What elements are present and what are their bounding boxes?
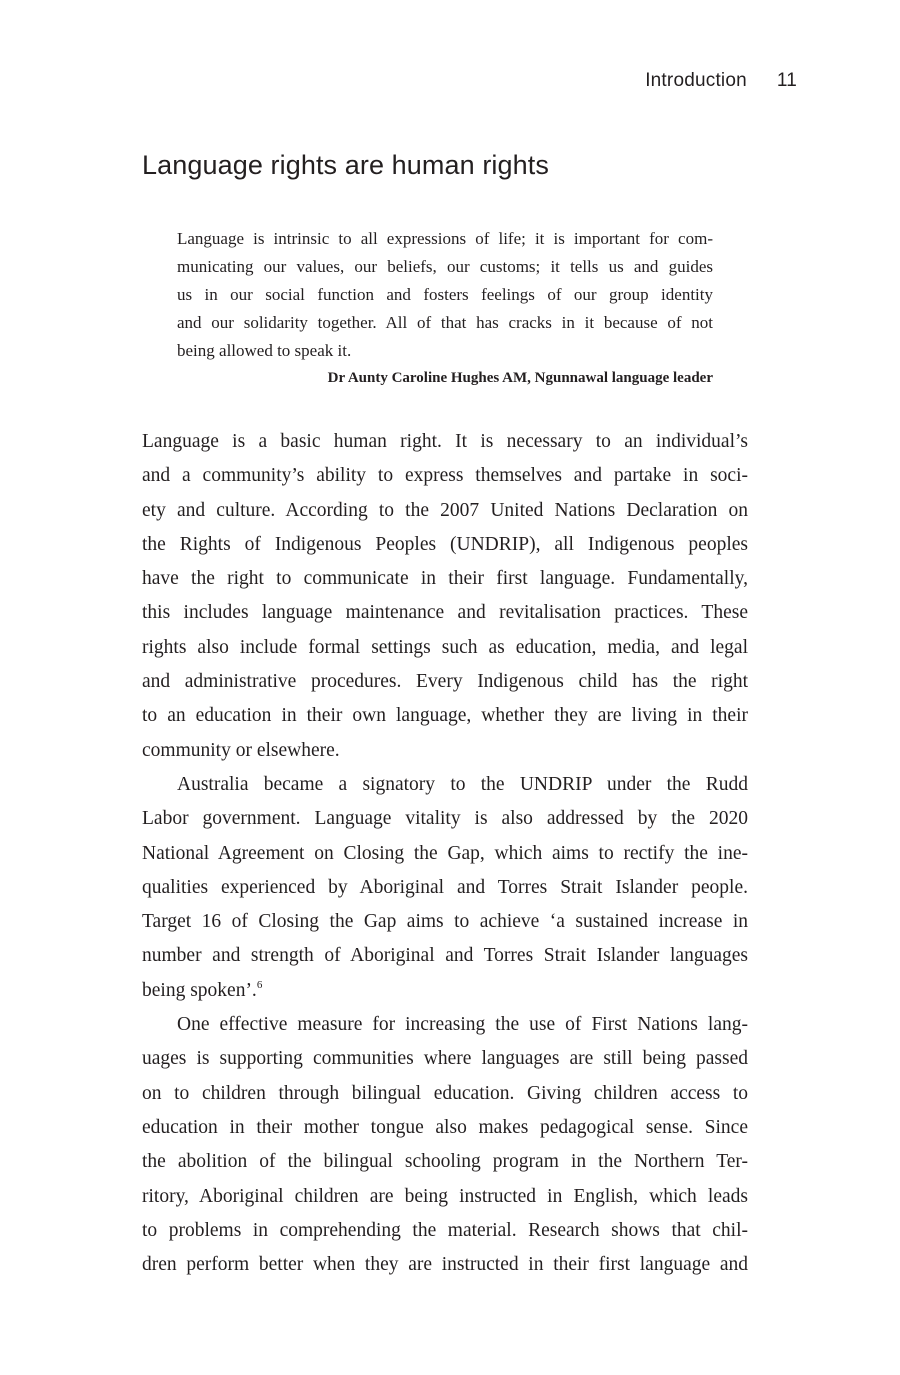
text-line: community or elsewhere. <box>142 739 340 761</box>
text-line: and a community’s ability to express themselves and partake in soci- <box>142 465 748 487</box>
text-line: to an education in their own language, whether they are living in their <box>142 705 748 727</box>
epigraph-line: being allowed to speak it. <box>177 341 352 360</box>
epigraph-attribution: Dr Aunty Caroline Hughes AM, Ngunnawal language leader <box>327 370 713 386</box>
text-line: Target 16 of Closing the Gap aims to achieve ‘a sustained increase in <box>142 911 748 933</box>
text-line: qualities experienced by Aboriginal and Torres Strait Islander people. <box>142 876 748 898</box>
section-heading: Language rights are human rights <box>142 150 549 180</box>
text-line: to problems in comprehending the material. Research shows that chil- <box>142 1219 748 1241</box>
text-line: the abolition of the bilingual schooling program in the Northern Ter- <box>142 1151 748 1173</box>
text-line: on to children through bilingual education. Giving children access to <box>142 1082 748 1104</box>
text-line: Language is a basic human right. It is necessary to an individual’s <box>142 431 748 452</box>
epigraph-quote <box>177 225 713 389</box>
paragraph-1 <box>142 425 748 768</box>
page-number: 11 <box>776 70 797 91</box>
text-line: One effective measure for increasing the use of First Nations lang- <box>177 1014 748 1036</box>
text-line: have the right to communicate in their first language. Fundamentally, <box>142 568 748 590</box>
text-line: National Agreement on Closing the Gap, which aims to rectify the ine- <box>142 842 748 864</box>
running-head <box>645 70 797 92</box>
epigraph-line: us in our social function and fosters feelings of our group identity <box>177 285 713 304</box>
text-line <box>142 974 748 1008</box>
text-line: ety and culture. According to the 2007 United Nations Declaration on <box>142 499 748 521</box>
paragraph-3 <box>142 1008 748 1282</box>
running-title: Introduction <box>645 70 747 91</box>
text-line: Labor government. Language vitality is also addressed by the 2020 <box>142 808 748 830</box>
text-line: ritory, Aboriginal children are being instructed in English, which leads <box>142 1185 748 1207</box>
epigraph-line: Language is intrinsic to all expressions of life; it is important for com- <box>177 229 713 248</box>
epigraph-line: and our solidarity together. All of that has cracks in it because of not <box>177 313 713 332</box>
text-line: and administrative procedures. Every Indigenous child has the right <box>142 671 748 693</box>
text-line: dren perform better when they are instructed in their first language and <box>142 1254 748 1276</box>
text-line: Australia became a signatory to the UNDRIP under the Rudd <box>177 773 748 795</box>
text-line-content: being spoken’. <box>142 979 257 1001</box>
text-line: rights also include formal settings such as education, media, and legal <box>142 636 748 658</box>
text-line: uages is supporting communities where languages are still being passed <box>142 1048 748 1070</box>
footnote-marker[interactable]: 6 <box>256 978 263 991</box>
text-line: education in their mother tongue also makes pedagogical sense. Since <box>142 1116 748 1138</box>
text-line: number and strength of Aboriginal and Torres Strait Islander languages <box>142 945 748 967</box>
text-line: this includes language maintenance and revitalisation practices. These <box>142 602 748 624</box>
paragraph-2 <box>142 768 748 1008</box>
epigraph-line: municating our values, our beliefs, our customs; it tells us and guides <box>177 257 713 276</box>
text-line: the Rights of Indigenous Peoples (UNDRIP), all Indigenous peoples <box>142 533 748 555</box>
body-text <box>142 425 748 1282</box>
